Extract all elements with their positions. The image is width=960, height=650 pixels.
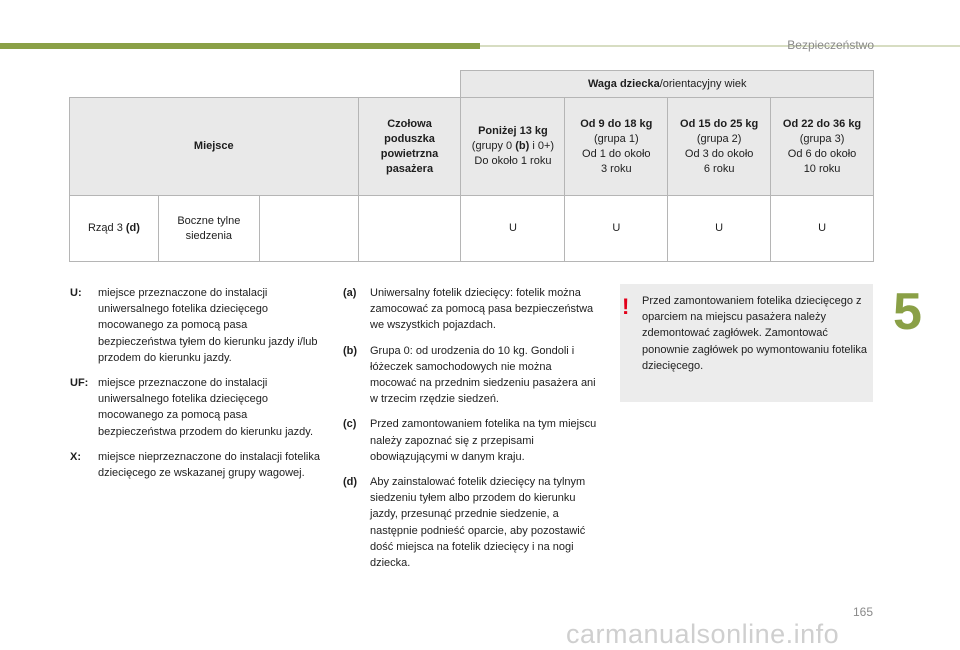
- group-header: Od 9 do 18 kg (grupa 1) Od 1 do około 3 roku: [565, 98, 668, 196]
- header-accent-bar: [0, 43, 480, 49]
- empty-cell: [358, 196, 461, 262]
- row-label: Rząd 3 (d): [70, 196, 159, 262]
- table-cell: U: [565, 196, 668, 262]
- page-number: 165: [853, 605, 874, 619]
- airbag-header: Czołowa poduszka powietrzna pasażera: [358, 98, 461, 196]
- list-item: X: miejsce nieprzeznaczone do instalacji fotelika dziecięcego ze wskazanej grupy wagowej.: [70, 450, 320, 480]
- list-item: (b) Grupa 0: od urodzenia do 10 kg. Gondoli i łóżeczek samochodowych nie można mocować na przednim siedzeniu pasażera ani w trzecim rzędzie siedzeń.: [343, 344, 596, 406]
- list-item: UF: miejsce przeznaczone do instalacji uniwersalnego fotelika dziecięcego mocowanego za pomocą pasa bezpieczeństwa przodem do kierunku jazdy.: [70, 377, 314, 438]
- empty-cell: [259, 196, 358, 262]
- warning-box: [620, 284, 873, 402]
- chapter-number: 5: [893, 283, 922, 341]
- list-item: U: miejsce przeznaczone do instalacji uniwersalnego fotelika dziecięcego mocowanego za pomocą pasa bezpieczeństwa tyłem do kierunku jazdy i/lub przodem do kierunku jazdy.: [70, 287, 318, 364]
- group-header: Od 22 do 36 kg (grupa 3) Od 6 do około 10 roku: [771, 98, 874, 196]
- table-cell: U: [771, 196, 874, 262]
- group-header: Od 15 do 25 kg (grupa 2) Od 3 do około 6 roku: [668, 98, 771, 196]
- legend: [70, 285, 326, 490]
- exclamation-icon: !: [622, 294, 630, 319]
- list-item: (d) Aby zainstalować fotelik dziecięcy na tylnym siedzeniu tyłem albo przodem do kierunku jazdy, przesunąć przednie siedzenie, a następnie podnieść oparcie, aby pozostawić dość miejsca na fotelik dziecięcy i na nogi dziecka.: [343, 476, 586, 570]
- list-item: (a) Uniwersalny fotelik dziecięcy: fotelik można zamocować za pomocą pasa bezpieczeństwa we wszystkich pojazdach.: [343, 287, 594, 332]
- group-header: Poniżej 13 kg (grupy 0 (b) i 0+) Do około 1 roku: [461, 98, 565, 196]
- warning-text: Przed zamontowaniem fotelika dziecięcego z oparciem na miejscu pasażera należy zdemontować zagłówek. Zamontować ponownie zagłówek po wymontowaniu fotelika dziecięcego.: [642, 295, 868, 372]
- footnotes: [343, 285, 601, 580]
- list-item: (c) Przed zamontowaniem fotelika na tym miejscu należy zapoznać się z przepisami obowiązującymi w danym kraju.: [343, 418, 597, 463]
- weight-header: Waga dziecka/orientacyjny wiek: [461, 71, 874, 98]
- seat-label: Boczne tylne siedzenia: [158, 196, 259, 262]
- place-header: Miejsce: [70, 98, 359, 196]
- header-rule: [480, 45, 960, 47]
- table-cell: U: [668, 196, 771, 262]
- watermark: carmanualsonline.info: [566, 619, 840, 649]
- child-seat-table: [69, 70, 874, 262]
- table-cell: U: [461, 196, 565, 262]
- section-title: Bezpieczeństwo: [787, 38, 874, 52]
